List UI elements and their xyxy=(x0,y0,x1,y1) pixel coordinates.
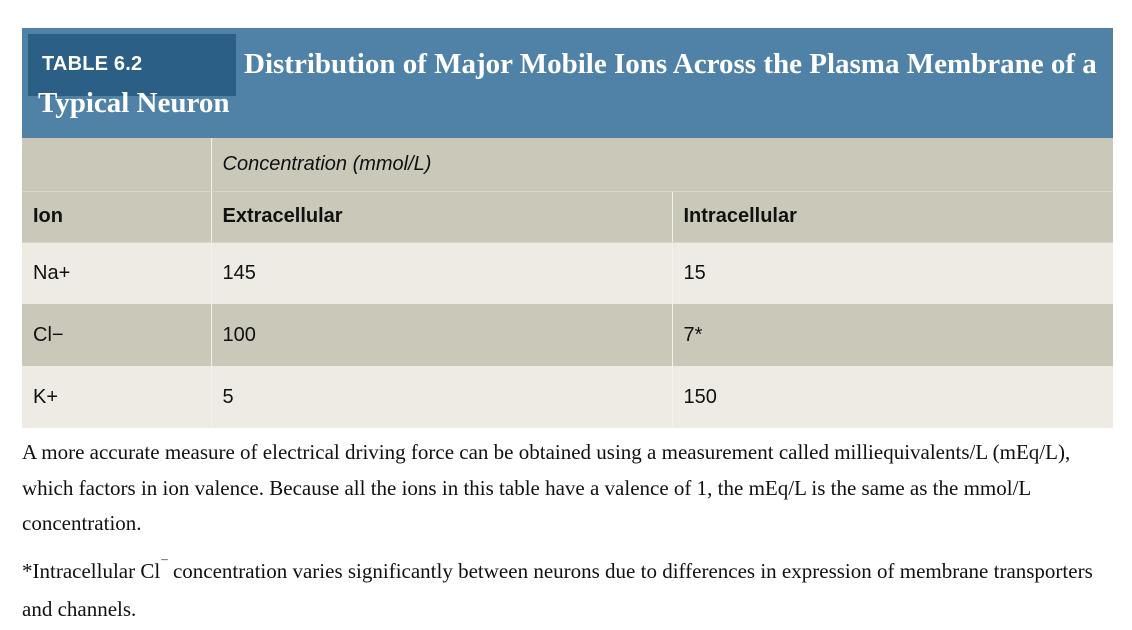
ion-cell: K+ xyxy=(22,366,211,428)
subheader-empty-cell xyxy=(22,138,211,191)
table-row xyxy=(22,366,1113,428)
column-header-intracellular: Intracellular xyxy=(672,191,1113,242)
footnote-prefix: *Intracellular Cl xyxy=(22,559,161,583)
ion-distribution-table xyxy=(22,138,1113,428)
table-header-banner xyxy=(22,28,1113,138)
table-title: Distribution of Major Mobile Ions Across the Plasma Membrane of a Typical Neuron xyxy=(38,48,1097,119)
table-row xyxy=(22,304,1113,366)
extracellular-cell: 100 xyxy=(211,304,672,366)
table-note: A more accurate measure of electrical driving force can be obtained using a measurement called milliequivalents/L (mEq/L), which factors in ion valence. Because all the ions in this table have a valence of 1, the mEq/L is the same as the mmol/L concentration. xyxy=(22,440,1071,535)
intracellular-cell: 7* xyxy=(672,304,1113,366)
table-subheader-row xyxy=(22,138,1113,191)
table-row xyxy=(22,242,1113,304)
extracellular-cell: 5 xyxy=(211,366,672,428)
footnote-superscript: ¯ xyxy=(161,557,168,572)
table-number-label: TABLE 6.2 xyxy=(42,53,143,75)
intracellular-cell: 150 xyxy=(672,366,1113,428)
ion-cell: Na+ xyxy=(22,242,211,304)
intracellular-cell: 15 xyxy=(672,242,1113,304)
column-header-extracellular: Extracellular xyxy=(211,191,672,242)
column-header-ion: Ion xyxy=(22,191,211,242)
concentration-subheader: Concentration (mmol/L) xyxy=(211,138,1113,191)
extracellular-cell: 145 xyxy=(211,242,672,304)
ion-cell: Cl− xyxy=(22,304,211,366)
footnote-text: concentration varies significantly between neurons due to differences in expression of membrane transporters and channels. xyxy=(22,559,1093,621)
table-footnote xyxy=(22,554,1117,627)
table-header-row xyxy=(22,191,1113,242)
